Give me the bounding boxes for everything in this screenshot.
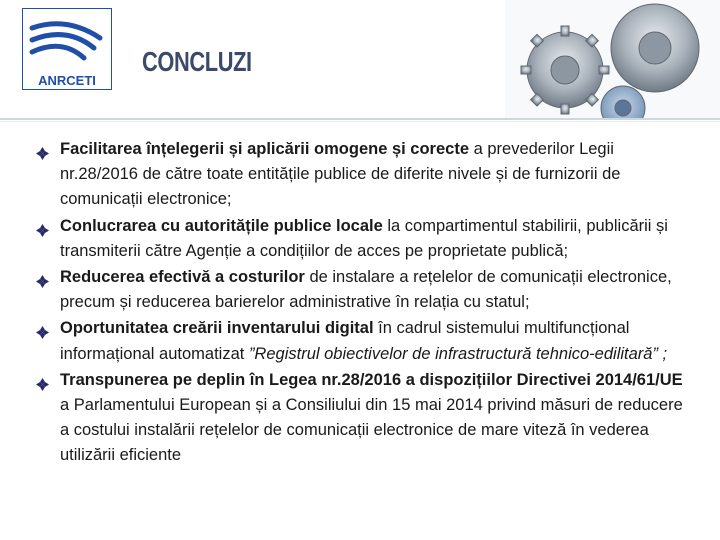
diamond-bullet-icon <box>36 322 49 335</box>
header-divider-shadow <box>0 121 720 122</box>
item-text: a prevederilor Legii nr.28/2016 de către toate entitățile publice de diferite nivele și de furnizorii de comunicații electronice; <box>60 140 621 209</box>
item-bold-text: Conlucrarea cu autoritățile publice locale <box>60 216 383 235</box>
list-item <box>36 265 696 315</box>
svg-text:ANRCETI: ANRCETI <box>38 73 96 88</box>
item-bold-text: Reducerea efectivă a costurilor <box>60 268 305 287</box>
item-bold-text: Oportunitatea creării inventarului digital <box>60 319 374 338</box>
item-italic-text: ”Registrul obiectivelor de infrastructură tehnico-edilitară” ; <box>248 344 668 363</box>
item-text: de instalare a rețelelor de comunicații electronice, precum și reducerea barierelor administrative în relația cu statul; <box>60 268 672 312</box>
diamond-bullet-icon <box>36 374 49 387</box>
list-item <box>36 214 696 264</box>
list-item <box>36 137 696 213</box>
item-bold-text: Facilitarea înțelegerii și aplicării omogene și corecte <box>60 140 470 158</box>
page-title: CONCLUZI <box>142 46 252 77</box>
header <box>0 0 720 122</box>
header-divider <box>0 118 720 120</box>
item-text: la compartimentul stabilirii, publicării și transmiterii către Agenție a condițiilor de acces pe proprietate publică; <box>60 216 668 260</box>
item-text: a Parlamentului European și a Consiliului din 15 mai 2014 privind măsuri de reducere a costului instalării rețelelor de comunicații electronice de mare viteză în vederea utilizării eficiente <box>60 396 683 465</box>
gears-icon <box>505 0 720 120</box>
item-bold-text: Transpunerea pe deplin în Legea nr.28/2016 a dispozițiilor Directivei 2014/61/UE <box>60 370 683 389</box>
list-item <box>36 316 696 366</box>
anrceti-logo-icon <box>22 8 112 90</box>
list-item <box>36 368 696 469</box>
diamond-bullet-icon <box>36 220 49 233</box>
item-text: în cadrul sistemului multifuncțional informațional automatizat <box>60 319 630 363</box>
diamond-bullet-icon <box>36 143 49 156</box>
conclusions-list <box>36 137 696 470</box>
diamond-bullet-icon <box>36 271 49 284</box>
